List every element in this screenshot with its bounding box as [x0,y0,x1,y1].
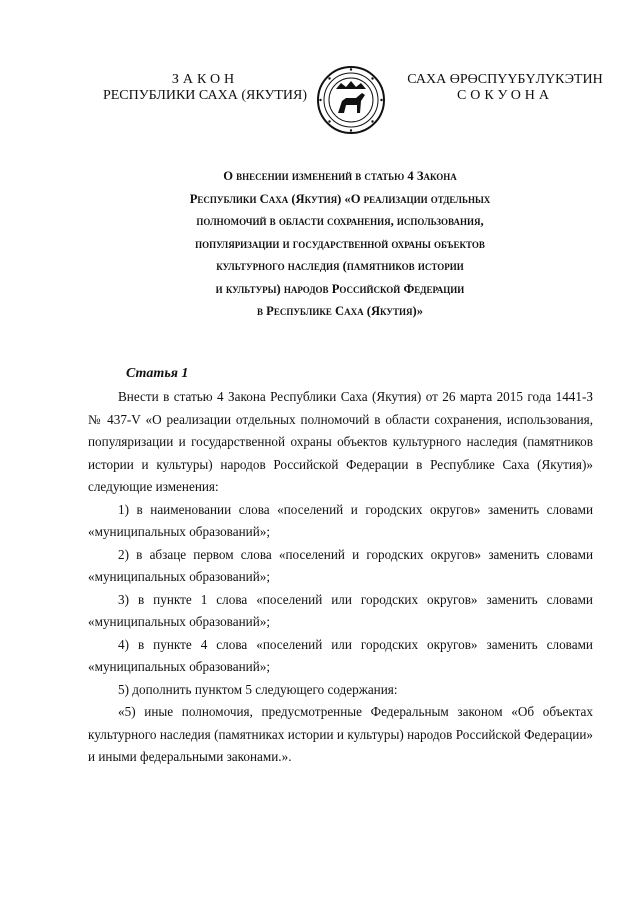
title-line: Республики Саха (Якутия) «О реализации отдельных [189,191,491,206]
amendment-item: 5) дополнить пунктом 5 следующего содержания: [118,681,398,697]
article-intro: Внести в статью 4 Закона Республики Саха (Якутия) от 26 марта 2015 года 1441-З № 437-V «О реализации отдельных полномочий в области сохранения, использования, популяризации и государственной охраны объектов культурного наследия (памятников истории и культуры) народов Российской Федерации в Республике Саха (Якутия)» следующие изменения: [88,389,593,494]
amendment-quote: «5) иные полномочия, предусмотренные Федеральным законом «Об объектах культурного наследия (памятниках истории и культуры) народов Российской Федерации» и иными федеральными законами.». [88,704,593,764]
republic-name-yakut: САХА ӨРӨСПҮҮБҮЛҮКЭТИН [407,72,603,87]
title-line: популяризации и государственной охраны объектов [195,236,485,251]
article-heading: Статья 1 [126,366,189,381]
republic-name-russian: РЕСПУБЛИКИ САХА (ЯКУТИЯ) [102,88,308,103]
coat-of-arms-emblem-icon [316,65,386,135]
title-line: и культуры) народов Российской Федерации [215,281,465,296]
amendment-item: 4) в пункте 4 слова «поселений или городских округов» заменить словами «муниципальных образований»; [88,636,593,674]
law-header-russian [95,72,315,104]
law-label: ЗАКОН [171,72,239,87]
amendment-item: 3) в пункте 1 слова «поселений или городских округов» заменить словами «муниципальных образований»; [88,591,593,629]
title-line: полномочий в области сохранения, использования, [196,214,484,228]
law-label-yakut: СОКУОНА [456,88,554,103]
article-body [88,386,593,769]
law-header-yakut [400,72,610,104]
amendment-item: 2) в абзаце первом слова «поселений и городских округов» заменить словами «муниципальных образований»; [88,546,593,584]
title-line: культурного наследия (памятников истории [216,259,464,273]
document-title [150,165,530,323]
amendment-item: 1) в наименовании слова «поселений и городских округов» заменить словами «муниципальных образований»; [88,501,593,539]
title-line: в Республике Саха (Якутия)» [256,304,424,318]
title-line: О внесении изменений в статью 4 Закона [223,169,457,183]
